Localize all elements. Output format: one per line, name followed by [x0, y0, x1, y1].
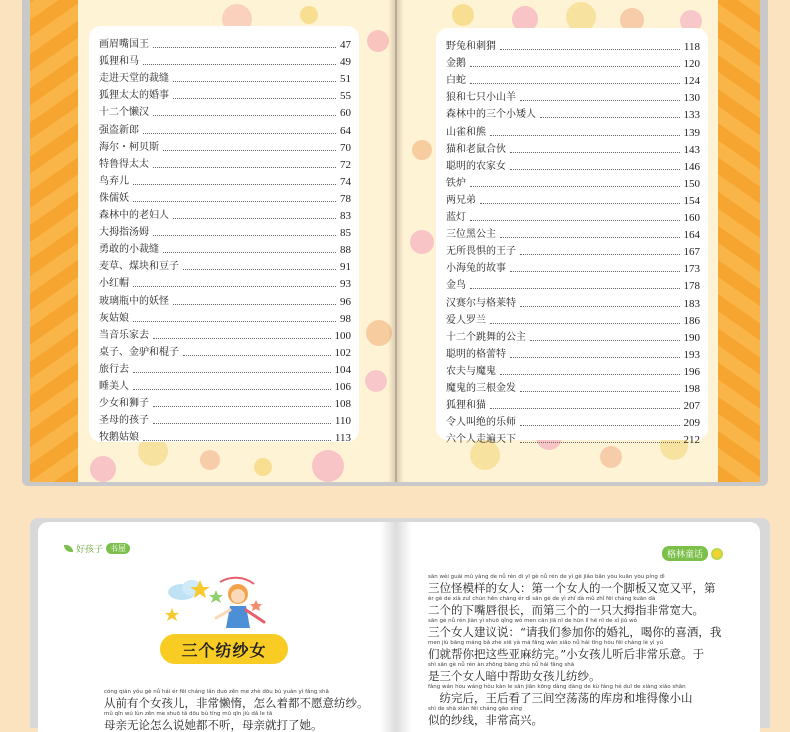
toc-entry-title: 金鹅 — [446, 58, 466, 70]
toc-entry[interactable] — [99, 239, 351, 256]
decorative-dot — [254, 458, 272, 476]
toc-entry-page: 98 — [340, 312, 351, 325]
toc-entry-title: 大拇指汤姆 — [99, 227, 149, 239]
right-orange-stripe — [718, 0, 760, 482]
series-header-right — [662, 546, 723, 561]
toc-entry[interactable] — [99, 68, 351, 85]
toc-entry-title: 山雀和熊 — [446, 126, 486, 138]
pinyin-line: mǔ qīn wú lùn zěn me shuō tā dōu bù tīng mǔ qīn jiù dǎ le tā — [104, 711, 273, 717]
toc-entry-title: 金鸟 — [446, 280, 466, 292]
toc-entry-title: 少女和狮子 — [99, 398, 149, 410]
toc-entry-title: 画眉嘴国王 — [99, 39, 149, 51]
toc-entry-page: 133 — [683, 109, 700, 122]
toc-entry-title: 森林中的老妇人 — [99, 210, 169, 222]
toc-leader-dots — [143, 64, 336, 65]
toc-leader-dots — [470, 186, 680, 187]
story-text-left — [104, 688, 374, 732]
toc-entry-page: 212 — [683, 434, 700, 447]
toc-entry-title: 侏儒妖 — [99, 192, 129, 204]
toc-entry-title: 六个人走遍天下 — [446, 434, 516, 446]
text-line: 母亲无论怎么说她都不听，母亲就打了她。 — [104, 718, 323, 732]
decorative-dot — [200, 450, 220, 470]
story-title: 三个纺纱女 — [160, 634, 288, 664]
toc-entry[interactable] — [99, 342, 351, 359]
pinyin-line: men jiù bāng máng bǎ zhè xiē yà má fǎng wán xiǎo nǚ hái tīng hòu fēi cháng lè yì yú — [428, 640, 664, 646]
pinyin-line: fǎng wán hòu wáng hòu kàn le sān jiān kōng dàng dàng de kù fáng hé duī de xiàng xiǎo shān — [428, 684, 686, 690]
star-icon — [165, 608, 179, 621]
toc-entry-title: 三位黑公主 — [446, 229, 496, 241]
toc-entry-page: 178 — [683, 280, 700, 293]
toc-entry-page: 102 — [334, 346, 351, 359]
toc-entry-page: 143 — [683, 143, 700, 156]
decorative-dot — [365, 370, 387, 392]
toc-leader-dots — [133, 201, 336, 202]
toc-leader-dots — [490, 408, 680, 409]
toc-entry-title: 聪明的农家女 — [446, 160, 506, 172]
series-badge-right: 格林童话 — [662, 546, 708, 561]
toc-entry-page: 47 — [340, 39, 351, 52]
toc-entry-page: 104 — [334, 363, 351, 376]
toc-entry[interactable] — [99, 188, 351, 205]
decorative-dot — [412, 140, 432, 160]
toc-leader-dots — [500, 237, 680, 238]
toc-entry[interactable] — [99, 427, 351, 444]
toc-entry[interactable] — [446, 207, 700, 224]
toc-entry[interactable] — [99, 119, 351, 136]
series-badge: 书屋 — [106, 543, 130, 554]
toc-leader-dots — [133, 321, 336, 322]
toc-leader-dots — [500, 49, 680, 50]
toc-entry-title: 十二个懒汉 — [99, 107, 149, 119]
toc-entry[interactable] — [446, 121, 700, 138]
toc-entry[interactable] — [446, 156, 700, 173]
toc-entry-page: 96 — [340, 295, 351, 308]
toc-entry-title: 聪明的格蕾特 — [446, 348, 506, 360]
pinyin-line: èr gè de xià zuǐ chún hěn cháng ér dì sān gè de yì zhī dà mǔ zhǐ fēi cháng kuān dà — [428, 596, 656, 602]
toc-left-card — [89, 26, 359, 445]
toc-entry-title: 十二个跳舞的公主 — [446, 331, 526, 343]
toc-entry-page: 113 — [334, 432, 351, 445]
toc-entry-title: 森林中的三个小矮人 — [446, 109, 536, 121]
toc-entry[interactable] — [446, 310, 700, 327]
toc-leader-dots — [153, 338, 331, 339]
toc-entry[interactable] — [446, 36, 700, 53]
toc-leader-dots — [520, 391, 680, 392]
toc-leader-dots — [133, 184, 336, 185]
pinyin-line: sān gè nǚ rén jiàn yì shuō qǐng wǒ men cān jiā nǐ de hūn lǐ hē nǐ de xǐ jiǔ wǒ — [428, 618, 637, 624]
text-line: 似的纱线，非常高兴。 — [428, 713, 543, 727]
decorative-dot — [600, 446, 622, 468]
toc-entry-page: 64 — [340, 124, 351, 137]
toc-entry[interactable] — [99, 102, 351, 119]
toc-entry[interactable] — [99, 376, 351, 393]
pinyin-line: cóng qián yǒu gè nǚ hái ér fēi cháng lǎn duò zěn me zhè dōu bù yuàn yì fǎng shā — [104, 689, 329, 695]
decorative-dot — [300, 6, 318, 24]
toc-entry-page: 167 — [683, 246, 700, 259]
toc-entry-page: 209 — [683, 417, 700, 430]
toc-leader-dots — [520, 306, 680, 307]
toc-entry-title: 农夫与魔鬼 — [446, 365, 496, 377]
toc-entry-title: 勇敢的小裁缝 — [99, 244, 159, 256]
toc-entry[interactable] — [446, 70, 700, 87]
toc-entry-title: 铁炉 — [446, 177, 466, 189]
toc-entry-page: 198 — [683, 382, 700, 395]
toc-entry[interactable] — [99, 308, 351, 325]
toc-leader-dots — [173, 81, 336, 82]
toc-leader-dots — [173, 98, 336, 99]
toc-entry-title: 鸟弃儿 — [99, 175, 129, 187]
toc-entry-title: 桌子、金驴和棍子 — [99, 346, 179, 358]
toc-entry-page: 124 — [683, 75, 700, 88]
toc-leader-dots — [153, 406, 331, 407]
toc-leader-dots — [520, 425, 680, 426]
toc-entry-title: 魔鬼的三根金发 — [446, 382, 516, 394]
toc-entry-title: 小红帽 — [99, 278, 129, 290]
toc-entry-page: 72 — [340, 158, 351, 171]
toc-leader-dots — [470, 83, 680, 84]
toc-leader-dots — [470, 66, 680, 67]
toc-entry-page: 150 — [683, 177, 700, 190]
toc-leader-dots — [153, 167, 336, 168]
toc-entry-title: 无所畏惧的王子 — [446, 246, 516, 258]
toc-entry-title: 麦草、煤块和豆子 — [99, 261, 179, 273]
toc-entry-page: 118 — [683, 41, 700, 54]
text-line: 三位怪模样的女人：第一个女人的一个脚板又宽又平，第 — [428, 581, 716, 595]
text-line: 纺完后，王后看了三间空荡荡的库房和堆得像小山 — [428, 691, 693, 705]
toc-right-card — [436, 28, 708, 447]
toc-entry[interactable] — [446, 224, 700, 241]
toc-entry[interactable] — [446, 378, 700, 395]
toc-entry[interactable] — [446, 173, 700, 190]
decorative-dot — [90, 456, 116, 482]
toc-leader-dots — [143, 133, 336, 134]
decorative-dot — [452, 4, 474, 26]
toc-entry[interactable] — [99, 325, 351, 342]
toc-entry-title: 睡美人 — [99, 380, 129, 392]
toc-entry-title: 蓝灯 — [446, 212, 466, 224]
toc-entry-title: 狐狸和猫 — [446, 400, 486, 412]
toc-entry[interactable] — [99, 290, 351, 307]
toc-entry-title: 玻璃瓶中的妖怪 — [99, 295, 169, 307]
toc-entry-page: 186 — [683, 314, 700, 327]
toc-entry-page: 120 — [683, 58, 700, 71]
toc-entry-title: 猫和老鼠合伙 — [446, 143, 506, 155]
bottom-gutter — [380, 522, 412, 732]
decorative-dot — [312, 450, 344, 482]
toc-entry-page: 164 — [683, 229, 700, 242]
toc-entry[interactable] — [99, 410, 351, 427]
toc-entry[interactable] — [99, 205, 351, 222]
toc-entry[interactable] — [99, 393, 351, 410]
toc-entry-title: 狐狸和马 — [99, 56, 139, 68]
toc-entry-page: 88 — [340, 244, 351, 257]
book-gutter — [388, 0, 404, 482]
toc-entry-page: 183 — [683, 297, 700, 310]
toc-entry-title: 野兔和刺猬 — [446, 41, 496, 53]
toc-entry-page: 55 — [340, 90, 351, 103]
toc-entry[interactable] — [446, 241, 700, 258]
toc-entry[interactable] — [99, 85, 351, 102]
toc-leader-dots — [470, 220, 680, 221]
toc-entry-page: 91 — [340, 261, 351, 274]
toc-entry[interactable] — [99, 222, 351, 239]
toc-entry-page: 110 — [334, 415, 351, 428]
text-line: 们就帮你把这些亚麻纺完。”小女孩儿听后非常乐意。于 — [428, 647, 705, 661]
pinyin-line: shì sān gè nǚ rén àn zhōng bāng zhù nǚ hái fǎng shā — [428, 662, 575, 668]
toc-entry-page: 106 — [334, 380, 351, 393]
toc-entry-title: 当音乐家去 — [99, 329, 149, 341]
toc-entry-title: 狐狸太太的婚事 — [99, 90, 169, 102]
toc-entry-page: 70 — [340, 141, 351, 154]
toc-leader-dots — [133, 286, 336, 287]
toc-entry[interactable] — [446, 258, 700, 275]
toc-entry-page: 160 — [683, 212, 700, 225]
series-header-left — [64, 542, 130, 555]
toc-entry[interactable] — [446, 327, 700, 344]
toc-leader-dots — [163, 150, 336, 151]
toc-entry[interactable] — [99, 256, 351, 273]
toc-leader-dots — [490, 135, 680, 136]
toc-leader-dots — [470, 288, 680, 289]
toc-leader-dots — [153, 115, 336, 116]
toc-entry-page: 207 — [683, 400, 700, 413]
toc-entry-page: 60 — [340, 107, 351, 120]
toc-entry[interactable] — [99, 154, 351, 171]
toc-entry[interactable] — [446, 292, 700, 309]
toc-entry-page: 146 — [683, 160, 700, 173]
toc-entry[interactable] — [446, 275, 700, 292]
toc-entry-title: 特鲁得太太 — [99, 158, 149, 170]
toc-entry[interactable] — [99, 171, 351, 188]
pinyin-line: sān wèi guài mú yàng de nǚ rén dì yī gè nǚ rén de yì gè jiǎo bǎn yòu kuān yòu píng dì — [428, 574, 665, 580]
pinyin-line: shì de shā xiàn fēi cháng gāo xìng — [428, 706, 523, 712]
toc-leader-dots — [510, 169, 680, 170]
toc-leader-dots — [183, 269, 336, 270]
series-name: 好孩子 — [76, 545, 104, 555]
toc-entry[interactable] — [446, 344, 700, 361]
toc-leader-dots — [173, 304, 336, 305]
toc-entry-page: 193 — [683, 348, 700, 361]
toc-leader-dots — [143, 440, 331, 441]
toc-entry-page: 51 — [340, 73, 351, 86]
toc-entry-title: 爱人罗兰 — [446, 314, 486, 326]
toc-entry[interactable] — [446, 87, 700, 104]
toc-leader-dots — [133, 372, 331, 373]
toc-leader-dots — [520, 254, 680, 255]
toc-entry[interactable] — [446, 395, 700, 412]
toc-leader-dots — [520, 442, 680, 443]
toc-entry-page: 78 — [340, 192, 351, 205]
toc-entry-page: 74 — [340, 175, 351, 188]
star-icon — [250, 600, 262, 611]
toc-leader-dots — [173, 218, 336, 219]
toc-leader-dots — [153, 423, 331, 424]
leaf-icon — [64, 545, 73, 552]
text-line: 三个女人建议说：“请我们参加你的婚礼，喝你的喜酒，我 — [428, 625, 722, 639]
toc-entry[interactable] — [99, 51, 351, 68]
toc-leader-dots — [520, 100, 680, 101]
left-orange-stripe — [30, 0, 78, 482]
toc-entry[interactable] — [446, 53, 700, 70]
toc-leader-dots — [153, 47, 336, 48]
toc-entry-title: 牧鹅姑娘 — [99, 432, 139, 444]
toc-entry-page: 173 — [683, 263, 700, 276]
toc-entry[interactable] — [99, 273, 351, 290]
toc-entry[interactable] — [99, 137, 351, 154]
toc-entry[interactable] — [446, 190, 700, 207]
text-line: 二个的下嘴唇很长，而第三个的一只大拇指非常宽大。 — [428, 603, 704, 617]
toc-entry-page: 49 — [340, 56, 351, 69]
toc-entry-title: 灰姑娘 — [99, 312, 129, 324]
toc-leader-dots — [153, 235, 336, 236]
toc-entry[interactable] — [99, 34, 351, 51]
toc-leader-dots — [530, 340, 680, 341]
toc-entry-page: 154 — [683, 194, 700, 207]
star-icon — [209, 590, 223, 603]
ribbon-icon — [220, 578, 254, 584]
toc-entry-title: 走进天堂的裁缝 — [99, 73, 169, 85]
toc-entry-page: 130 — [683, 92, 700, 105]
toc-entry-title: 强盗新郎 — [99, 124, 139, 136]
decorative-dot — [410, 230, 434, 254]
toc-entry[interactable] — [446, 412, 700, 429]
toc-entry-page: 83 — [340, 210, 351, 223]
toc-entry[interactable] — [446, 139, 700, 156]
toc-leader-dots — [480, 203, 680, 204]
toc-entry-page: 93 — [340, 278, 351, 291]
decorative-dot — [367, 30, 389, 52]
toc-entry[interactable] — [446, 429, 700, 446]
toc-leader-dots — [510, 357, 680, 358]
toc-leader-dots — [490, 323, 680, 324]
toc-leader-dots — [133, 389, 331, 390]
toc-entry-title: 圣母的孩子 — [99, 415, 149, 427]
toc-entry-title: 白蛇 — [446, 75, 466, 87]
text-line: 是三个女人暗中帮助女孩儿纺纱。 — [428, 669, 601, 683]
toc-entry-title: 小海兔的故事 — [446, 263, 506, 275]
toc-leader-dots — [163, 252, 336, 253]
toc-entry[interactable] — [99, 359, 351, 376]
toc-entry-title: 海尔・柯贝斯 — [99, 141, 159, 153]
toc-entry-page: 100 — [334, 329, 351, 342]
toc-entry-title: 两兄弟 — [446, 194, 476, 206]
toc-entry-title: 狼和七只小山羊 — [446, 92, 516, 104]
sun-icon — [711, 548, 723, 560]
toc-entry-page: 196 — [683, 365, 700, 378]
toc-leader-dots — [510, 271, 680, 272]
toc-entry-page: 139 — [683, 126, 700, 139]
toc-leader-dots — [540, 117, 680, 118]
toc-entry-page: 85 — [340, 227, 351, 240]
toc-entry-page: 108 — [334, 398, 351, 411]
story-illustration — [160, 572, 280, 636]
toc-entry-title: 令人叫绝的乐师 — [446, 417, 516, 429]
toc-entry-page: 190 — [683, 331, 700, 344]
text-line: 从前有个女孩儿，非常懒惰，怎么着都不愿意纺纱。 — [104, 696, 369, 710]
toc-leader-dots — [510, 152, 680, 153]
toc-entry[interactable] — [446, 361, 700, 378]
toc-leader-dots — [183, 355, 331, 356]
toc-entry[interactable] — [446, 104, 700, 121]
toc-entry-title: 旅行去 — [99, 363, 129, 375]
toc-entry-title: 汉赛尔与格莱特 — [446, 297, 516, 309]
toc-leader-dots — [500, 374, 680, 375]
story-text-right — [428, 573, 758, 727]
